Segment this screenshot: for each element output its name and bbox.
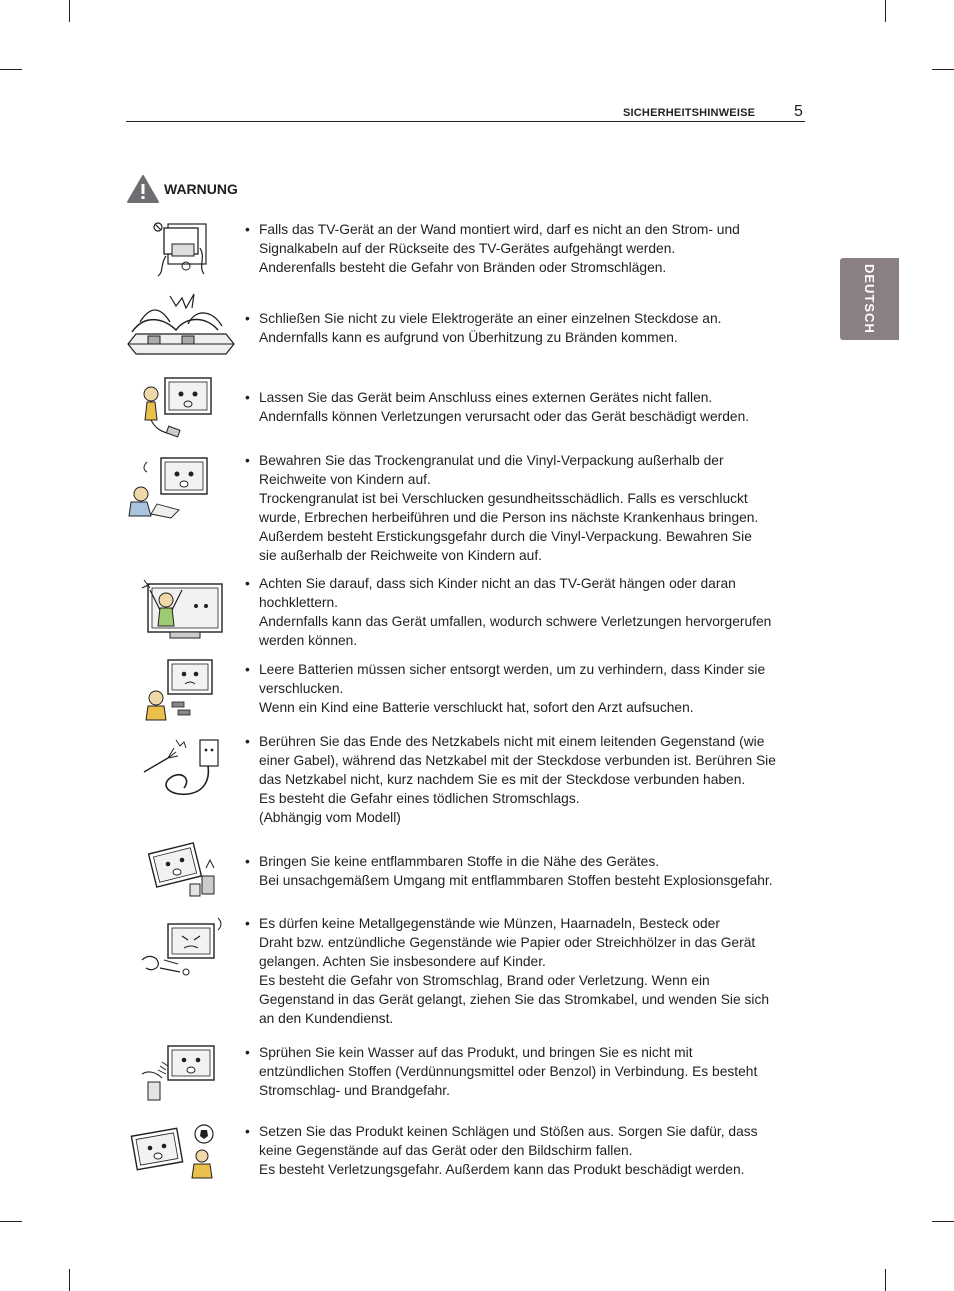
item-line: entzündlichen Stoffen (Verdünnungsmittel oder Benzol) in Verbindung. Es besteht (259, 1064, 758, 1079)
language-tab-label: DEUTSCH (862, 264, 877, 334)
bullet: • (245, 576, 250, 591)
crop-mark (69, 1269, 70, 1291)
item-line: Berühren Sie das Ende des Netzkabels nicht mit einem leitenden Gegenstand (wie (259, 734, 765, 749)
crop-mark (69, 0, 70, 22)
item-line: Es besteht Verletzungsgefahr. Außerdem kann das Produkt beschädigt werden. (259, 1162, 745, 1177)
item-line: wurde, Erbrechen herbeiführen und die Person ins nächste Krankenhaus bringen. (259, 510, 759, 525)
power-cord-fork-illustration (140, 736, 224, 802)
item-line: Gegenstand in das Gerät gelangt, ziehen Sie das Stromkabel, und wenden Sie sich (259, 992, 770, 1007)
item-line: werden können. (259, 633, 358, 648)
bullet: • (245, 734, 250, 749)
item-line: Wenn ein Kind eine Batterie verschluckt hat, sofort den Arzt aufsuchen. (259, 700, 694, 715)
item-line: hochklettern. (259, 595, 338, 610)
item-line: Andernfalls kann das Gerät umfallen, wodurch schwere Verletzungen hervorgerufen (259, 614, 772, 629)
language-tab (840, 258, 899, 340)
page-number: 5 (794, 103, 803, 120)
bullet: • (245, 390, 250, 405)
battery-child-illustration (142, 656, 218, 722)
bullet: • (245, 311, 250, 326)
wall-mounted-tv-cables-illustration (140, 218, 216, 278)
item-line: Anderenfalls besteht die Gefahr von Bränden oder Stromschlägen. (259, 260, 667, 275)
item-line: einer Gabel), während das Netzkabel mit der Steckdose verbunden ist. Berühren Sie (259, 753, 776, 768)
crop-mark (0, 69, 22, 70)
warning-triangle-icon (126, 174, 160, 204)
running-header: SICHERHEITSHINWEISE (623, 107, 756, 119)
item-line: Falls das TV-Gerät an der Wand montiert wird, darf es nicht an den Strom- und (259, 222, 740, 237)
item-line: Achten Sie darauf, dass sich Kinder nicht an das TV-Gerät hängen oder daran (259, 576, 736, 591)
child-climbing-tv-illustration (138, 576, 230, 644)
item-line: Reichweite von Kindern auf. (259, 472, 431, 487)
item-line: Schließen Sie nicht zu viele Elektrogeräte an einer einzelnen Steckdose an. (259, 311, 722, 326)
item-line: Andernfalls können Verletzungen verursacht oder das Gerät beschädigt werden. (259, 409, 750, 424)
item-line: Bewahren Sie das Trockengranulat und die Vinyl-Verpackung außerhalb der (259, 453, 724, 468)
item-line: keine Gegenstände auf das Gerät oder den Bildschirm fallen. (259, 1143, 633, 1158)
crop-mark (885, 0, 886, 22)
water-spray-illustration (138, 1040, 222, 1104)
item-line: Sprühen Sie kein Wasser auf das Produkt, und bringen Sie es nicht mit (259, 1045, 693, 1060)
bullet: • (245, 916, 250, 931)
crop-mark (932, 1221, 954, 1222)
flammable-materials-illustration (144, 838, 222, 900)
overloaded-power-strip-illustration (126, 292, 236, 364)
child-packaging-illustration (127, 454, 213, 520)
item-line: gelangen. Achten Sie insbesondere auf Kinder. (259, 954, 546, 969)
metal-objects-illustration (138, 916, 224, 982)
item-line: Bei unsachgemäßem Umgang mit entflammbaren Stoffen besteht Explosionsgefahr. (259, 873, 773, 888)
item-line: sie außerhalb der Reichweite von Kindern auf. (259, 548, 542, 563)
item-line: Stromschlag- und Brandgefahr. (259, 1083, 450, 1098)
item-line: Andernfalls kann es aufgrund von Überhitzung zu Bränden kommen. (259, 330, 678, 345)
item-line: Leere Batterien müssen sicher entsorgt werden, um zu verhindern, dass Kinder sie (259, 662, 766, 677)
bullet: • (245, 662, 250, 677)
item-line: verschlucken. (259, 681, 344, 696)
crop-mark (885, 1269, 886, 1291)
bullet: • (245, 453, 250, 468)
crop-mark (0, 1221, 22, 1222)
bullet: • (245, 854, 250, 869)
header-rule (126, 121, 805, 122)
item-line: Außerdem besteht Erstickungsgefahr durch die Vinyl-Verpackung. Bewahren Sie (259, 529, 752, 544)
item-line: (Abhängig vom Modell) (259, 810, 401, 825)
bullet: • (245, 1045, 250, 1060)
bullet: • (245, 222, 250, 237)
item-line: Bringen Sie keine entflammbaren Stoffe in die Nähe des Gerätes. (259, 854, 660, 869)
warning-heading: WARNUNG (164, 181, 238, 197)
crop-mark (932, 69, 954, 70)
item-line: Es besteht die Gefahr von Stromschlag, Brand oder Verletzung. Wenn ein (259, 973, 710, 988)
item-line: Trockengranulat ist bei Verschlucken gesundheitsschädlich. Falls es verschluckt (259, 491, 748, 506)
item-line: Es dürfen keine Metallgegenstände wie Münzen, Haarnadeln, Besteck oder (259, 916, 720, 931)
tv-drop-illustration (137, 374, 217, 440)
item-line: Setzen Sie das Produkt keinen Schlägen und Stößen aus. Sorgen Sie dafür, dass (259, 1124, 758, 1139)
item-line: Es besteht die Gefahr eines tödlichen Stromschlags. (259, 791, 580, 806)
item-line: das Netzkabel nicht, kurz nachdem Sie es mit der Steckdose verbunden haben. (259, 772, 746, 787)
item-line: Lassen Sie das Gerät beim Anschluss eines externen Gerätes nicht fallen. (259, 390, 713, 405)
item-line: Signalkabeln auf der Rückseite des TV-Gerätes aufgehängt werden. (259, 241, 676, 256)
bullet: • (245, 1124, 250, 1139)
ball-impact-illustration (128, 1120, 222, 1182)
item-line: Draht bzw. entzündliche Gegenstände wie Papier oder Streichhölzer in das Gerät (259, 935, 756, 950)
item-line: an den Kundendienst. (259, 1011, 394, 1026)
